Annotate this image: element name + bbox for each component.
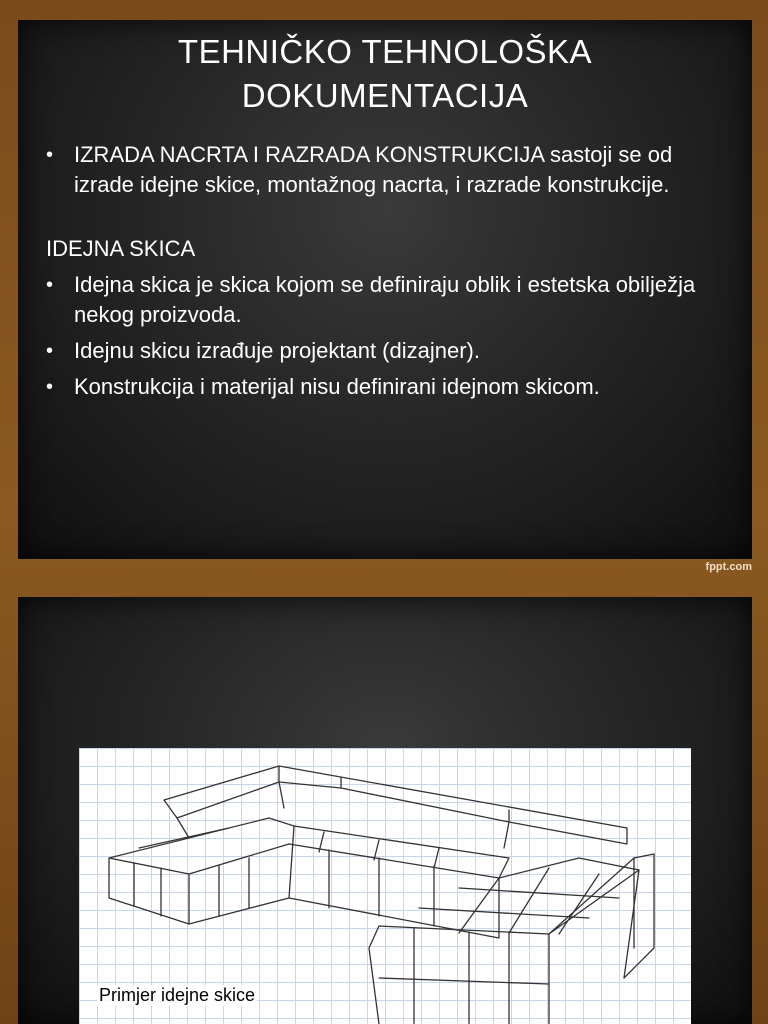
title-line-1: TEHNIČKO TEHNOLOŠKA [177,33,593,70]
bullet-item: • Idejnu skicu izrađuje projektant (dizajner). [46,336,722,366]
title-line-2: DOKUMENTACIJA [241,77,529,114]
sofa-sketch-illustration [79,748,691,1024]
sketch-image [79,748,691,1024]
bullet-item: • IZRADA NACRTA I RAZRADA KONSTRUKCIJA sastoji se od izrade idejne skice, montažnog nacrta, i razrade konstrukcije. [46,140,722,200]
sketch-caption: Primjer idejne skice [99,985,256,1005]
watermark: fppt.com [705,561,752,573]
slide-content [46,140,722,402]
subheading: IDEJNA SKICA [46,236,196,261]
slide-title [18,30,752,118]
slide-2 [18,597,752,1024]
bullet-item: • Konstrukcija i materijal nisu definirani idejnom skicom. [46,372,722,402]
bullet-item: • Idejna skica je skica kojom se definiraju oblik i estetska obilježja nekog proizvoda. [46,270,722,330]
slide-1 [18,20,752,559]
